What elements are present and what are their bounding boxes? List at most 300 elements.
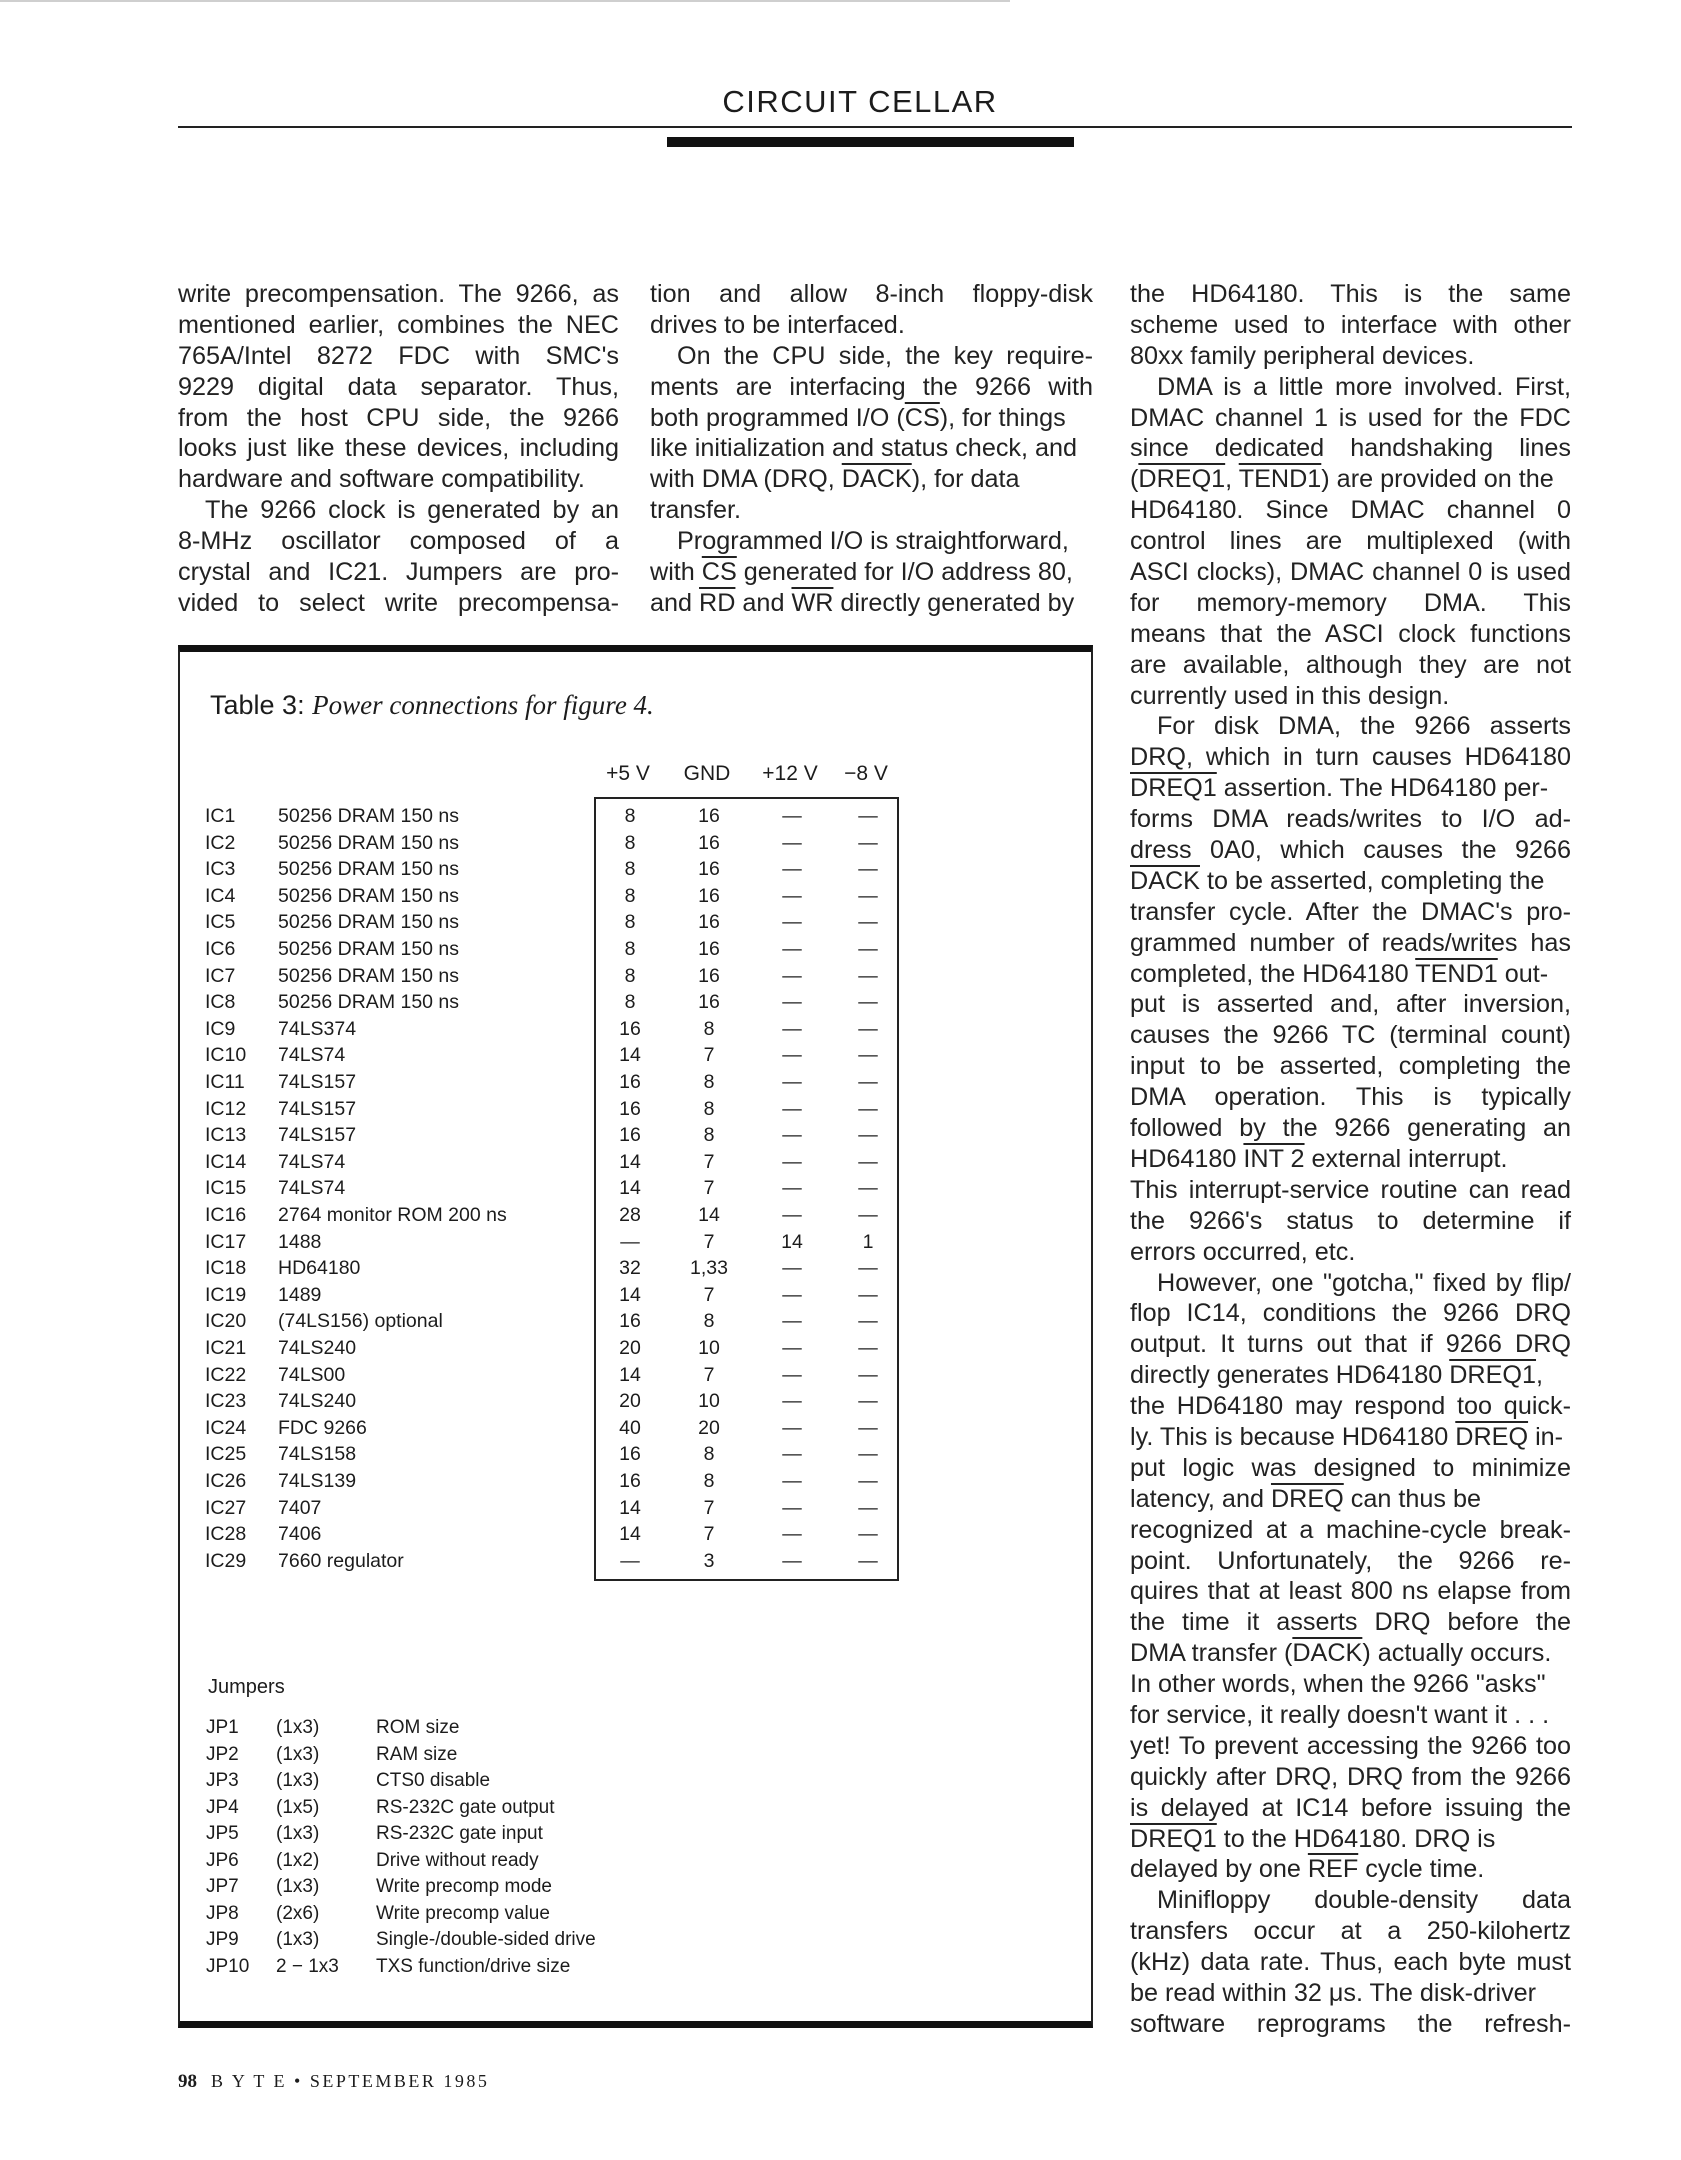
ic-id-cell: IC29: [205, 1549, 247, 1572]
plus5v-cell: —: [620, 1230, 640, 1253]
plus5v-cell: 8: [624, 938, 636, 960]
ic-id-cell: IC18: [205, 1257, 247, 1280]
text-line: transfer cycle. After the DMAC's pro-: [1130, 897, 1571, 926]
jumper-function: RAM size: [376, 1743, 458, 1765]
jumper-id: JP2: [206, 1743, 239, 1765]
text-line: tion and allow 8-inch floppy-disk: [650, 280, 1093, 308]
text-line: HD64180. Since DMAC channel 0: [1130, 496, 1571, 525]
table-caption-label: Table 3:: [210, 690, 305, 720]
plus5v-cell: 16: [619, 1470, 641, 1492]
text-line: grammed number of reads/writes has: [1130, 928, 1571, 957]
plus12v-cell: —: [782, 1390, 802, 1413]
minus8v-cell: —: [858, 884, 878, 907]
part-cell: 50256 DRAM 150 ns: [278, 991, 460, 1014]
text-span: out-: [1504, 959, 1549, 988]
text-line: 80xx family peripheral devices.: [1130, 341, 1475, 370]
minus8v-cell: —: [858, 805, 878, 827]
column-header-5v: +5 V: [606, 762, 650, 785]
plus5v-cell: 14: [619, 1044, 641, 1067]
jumper-id: JP8: [206, 1902, 239, 1924]
text-line: output. It turns out that if 9266 DRQ: [1130, 1330, 1571, 1359]
text-span: HD64180: [1130, 1144, 1237, 1173]
plus5v-cell: 16: [619, 1124, 641, 1147]
text-span: ,: [1225, 465, 1233, 494]
text-span: in-: [1535, 1422, 1564, 1451]
gnd-cell: 3: [703, 1549, 715, 1572]
text-span: be read within 32: [1130, 1978, 1322, 2007]
text-line: currently used in this design.: [1130, 681, 1450, 710]
text-span: to be asserted, completing the: [1206, 866, 1545, 895]
jumper-size: (1x3): [276, 1717, 320, 1738]
text-line: Minifloppy double-density data: [1157, 1886, 1571, 1915]
text-line: [1130, 866, 1571, 897]
plus12v-cell: —: [782, 1071, 802, 1093]
gnd-cell: 8: [703, 1443, 715, 1466]
text-column-1: [178, 279, 619, 619]
part-cell: HD64180: [278, 1257, 361, 1280]
text-span: with: [650, 558, 695, 587]
minus8v-cell: —: [858, 991, 878, 1014]
text-line: [1130, 1484, 1571, 1515]
plus5v-cell: 14: [619, 1496, 641, 1519]
ic-id-cell: IC6: [205, 938, 236, 960]
part-cell: 74LS158: [278, 1443, 357, 1466]
minus8v-cell: —: [858, 1523, 878, 1546]
gnd-cell: 8: [703, 1017, 715, 1040]
text-span: can thus be: [1350, 1484, 1481, 1513]
ic-id-cell: IC17: [205, 1230, 247, 1253]
signal-dreq1: DREQ1: [1449, 1361, 1537, 1390]
jumper-size: (1x3): [276, 1929, 320, 1950]
plus5v-cell: 16: [619, 1017, 641, 1040]
text-line: from the host CPU side, the 9266: [178, 403, 619, 432]
text-line: [650, 588, 1093, 619]
text-line: [650, 403, 1093, 434]
jumper-id: JP1: [206, 1717, 239, 1738]
minus8v-cell: —: [858, 1150, 878, 1173]
signal-dreq: DREQ: [1455, 1422, 1529, 1451]
part-cell: 74LS157: [278, 1071, 357, 1093]
table-caption: [210, 690, 654, 721]
text-line: Programmed I/O is straightforward,: [677, 527, 1069, 556]
part-cell: 50256 DRAM 150 ns: [278, 884, 460, 907]
plus12v-cell: —: [782, 911, 802, 934]
text-line: causes the 9266 TC (terminal count): [1130, 1021, 1571, 1050]
text-line: like initialization and status check, and: [650, 434, 1078, 463]
part-cell: 1489: [278, 1283, 322, 1306]
gnd-cell: 7: [703, 1363, 715, 1386]
text-line: [1130, 959, 1571, 990]
header-rule: [178, 126, 1572, 128]
part-cell: 74LS157: [278, 1097, 357, 1120]
text-line: directly generates HD64180 DREQ1,: [1130, 1361, 1544, 1390]
text-line: transfers occur at a 250-kilohertz: [1130, 1917, 1571, 1946]
text-line: is delayed at IC14 before issuing the: [1130, 1793, 1571, 1822]
minus8v-cell: —: [858, 1337, 878, 1359]
plus5v-cell: 8: [624, 991, 636, 1014]
ic-id-cell: IC19: [205, 1283, 247, 1306]
part-cell: 7660 regulator: [278, 1549, 404, 1572]
gnd-cell: 16: [698, 805, 720, 827]
plus12v-cell: —: [782, 1283, 802, 1306]
part-cell: 74LS374: [278, 1017, 357, 1040]
text-line: write precompensation. The 9266, as: [178, 280, 619, 308]
ic-id-cell: IC10: [205, 1044, 247, 1067]
ic-id-cell: IC5: [205, 911, 236, 934]
gnd-cell: 7: [703, 1496, 715, 1519]
page-footer: [178, 2071, 489, 2093]
part-cell: (74LS156) optional: [278, 1310, 443, 1333]
minus8v-cell: —: [858, 1071, 878, 1093]
text-line: hardware and software compatibility.: [178, 465, 585, 494]
text-line: [1130, 1824, 1571, 1855]
page-header-title: CIRCUIT CELLAR: [722, 84, 998, 119]
minus8v-cell: —: [858, 1017, 878, 1040]
text-line: However, one "gotcha," fixed by flip/: [1157, 1268, 1571, 1297]
minus8v-cell: —: [858, 1124, 878, 1147]
minus8v-cell: —: [858, 1390, 878, 1413]
text-line: are available, although they are not: [1130, 650, 1571, 679]
text-line: DMAC channel 1 is used for the FDC: [1130, 403, 1571, 432]
part-cell: 2764 monitor ROM 200 ns: [278, 1204, 507, 1226]
jumper-id: JP10: [206, 1955, 250, 1977]
gnd-cell: 8: [703, 1071, 715, 1093]
plus12v-cell: —: [782, 938, 802, 960]
part-cell: 74LS240: [278, 1337, 357, 1359]
plus12v-cell: —: [782, 1044, 802, 1067]
text-line: [650, 557, 1093, 588]
plus5v-cell: 20: [619, 1337, 641, 1359]
text-line: software reprograms the refresh-: [1130, 2009, 1571, 2038]
plus12v-cell: —: [782, 1310, 802, 1333]
scan-edge-rule: [0, 0, 1010, 2]
minus8v-cell: —: [858, 1443, 878, 1466]
plus5v-cell: 32: [619, 1257, 641, 1280]
text-span: latency, and: [1130, 1484, 1264, 1513]
text-span: completed, the HD64180: [1130, 959, 1409, 988]
gnd-cell: 16: [698, 938, 720, 960]
text-line: DMA operation. This is typically: [1130, 1083, 1571, 1112]
gnd-cell: 16: [698, 858, 720, 881]
jumper-function: Write precomp mode: [376, 1876, 552, 1897]
plus5v-cell: 16: [619, 1443, 641, 1466]
part-cell: 74LS00: [278, 1363, 346, 1386]
part-cell: 50256 DRAM 150 ns: [278, 831, 460, 854]
signal-dreq1: DREQ1: [1130, 1824, 1217, 1853]
text-line: errors occurred, etc.: [1130, 1237, 1356, 1266]
plus12v-cell: —: [782, 1337, 802, 1359]
text-line: ments are interfacing the 9266 with: [650, 372, 1093, 401]
plus5v-cell: 20: [619, 1390, 641, 1413]
ic-id-cell: IC27: [205, 1496, 247, 1519]
text-line: [1130, 1144, 1571, 1175]
plus5v-cell: 8: [624, 884, 636, 907]
part-cell: 7406: [278, 1523, 322, 1546]
text-line: yet! To prevent accessing the 9266 too: [1130, 1731, 1571, 1760]
magazine-name: B Y T E: [211, 2071, 288, 2091]
text-line: forms DMA reads/writes to I/O ad-: [1130, 805, 1571, 834]
text-line: drives to be interfaced.: [650, 310, 905, 339]
part-cell: 74LS74: [278, 1044, 346, 1067]
text-line: DRQ, which in turn causes HD64180: [1130, 743, 1571, 772]
text-line: 8-MHz oscillator composed of a: [178, 527, 619, 556]
text-span: both programmed I/O (: [650, 403, 905, 432]
plus5v-cell: —: [620, 1549, 640, 1572]
minus8v-cell: —: [858, 938, 878, 960]
text-line: [1130, 773, 1571, 804]
minus8v-cell: —: [858, 1496, 878, 1519]
ic-id-cell: IC20: [205, 1310, 247, 1333]
gnd-cell: 7: [703, 1230, 715, 1253]
gnd-cell: 1,33: [690, 1257, 728, 1280]
text-line: dress 0A0, which causes the 9266: [1130, 836, 1571, 865]
minus8v-cell: —: [858, 911, 878, 934]
issue-date: SEPTEMBER 1985: [309, 2071, 490, 2091]
part-cell: 7407: [278, 1496, 322, 1519]
plus12v-cell: —: [782, 1097, 802, 1120]
gnd-cell: 7: [703, 1283, 715, 1306]
gnd-cell: 14: [698, 1204, 720, 1226]
ic-id-cell: IC14: [205, 1150, 247, 1173]
text-line: since dedicated handshaking lines: [1130, 434, 1571, 463]
signal-rd: $\overline{RD}$: [699, 588, 736, 617]
part-cell: 50256 DRAM 150 ns: [278, 911, 460, 934]
text-line: input to be asserted, completing the: [1130, 1052, 1571, 1081]
text-span: ) are provided on the: [1321, 465, 1554, 494]
plus5v-cell: 16: [619, 1097, 641, 1120]
text-line: followed by the 9266 generating an: [1130, 1114, 1571, 1143]
gnd-cell: 16: [698, 884, 720, 907]
text-span: directly generated by: [840, 588, 1075, 617]
ic-id-cell: IC21: [205, 1337, 247, 1359]
part-cell: 50256 DRAM 150 ns: [278, 964, 460, 987]
gnd-cell: 16: [698, 964, 720, 987]
text-line: The 9266 clock is generated by an: [205, 496, 619, 525]
jumper-size: (2x6): [276, 1902, 320, 1924]
text-line: [1130, 1422, 1571, 1453]
signal-cs: $\overline{CS}$: [701, 558, 737, 587]
text-column-3: [1130, 279, 1571, 2040]
minus8v-cell: —: [858, 1310, 878, 1333]
ic-id-cell: IC11: [205, 1071, 245, 1093]
ic-id-cell: IC13: [205, 1124, 247, 1147]
jumpers-heading: Jumpers: [208, 1676, 285, 1698]
ic-id-cell: IC4: [205, 884, 236, 907]
minus8v-cell: —: [858, 858, 878, 881]
signal-dack: DACK: [841, 465, 912, 494]
plus5v-cell: 8: [624, 805, 636, 827]
text-line: put logic was designed to minimize: [1130, 1453, 1571, 1482]
gnd-cell: 8: [703, 1310, 715, 1333]
minus8v-cell: —: [858, 1416, 878, 1439]
text-line: quickly after DRQ, DRQ from the 9266: [1130, 1762, 1571, 1791]
minus8v-cell: —: [858, 1257, 878, 1280]
minus8v-cell: —: [858, 831, 878, 854]
text-span: generated for I/O address 80,: [743, 558, 1073, 587]
jumper-function: Drive without ready: [376, 1849, 539, 1871]
plus12v-cell: —: [782, 1470, 802, 1492]
minus8v-cell: —: [858, 1204, 878, 1226]
signal-dack: DACK: [1130, 866, 1200, 895]
gnd-cell: 7: [703, 1150, 715, 1173]
text-line: On the CPU side, the key require-: [677, 341, 1093, 370]
text-line: ASCI clocks), DMAC channel 0 is used: [1130, 558, 1571, 587]
minus8v-cell: —: [858, 1549, 878, 1572]
ic-id-cell: IC24: [205, 1416, 247, 1439]
minus8v-cell: —: [858, 1097, 878, 1120]
plus5v-cell: 14: [619, 1363, 641, 1386]
ic-id-cell: IC23: [205, 1390, 247, 1413]
jumper-id: JP6: [206, 1849, 239, 1871]
text-span: ), for things: [939, 403, 1066, 432]
minus8v-cell: —: [858, 1044, 878, 1067]
plus12v-cell: —: [782, 884, 802, 907]
text-span: delayed by one: [1130, 1855, 1301, 1884]
gnd-cell: 7: [703, 1177, 715, 1200]
part-cell: 1488: [278, 1230, 322, 1253]
plus12v-cell: —: [782, 1549, 802, 1572]
ic-id-cell: IC7: [205, 964, 236, 987]
text-line: looks just like these devices, including: [178, 434, 619, 463]
signal-tend1: TEND1: [1415, 959, 1498, 988]
text-span: cycle time.: [1365, 1855, 1485, 1884]
plus12v-cell: —: [782, 964, 802, 987]
ic-id-cell: IC26: [205, 1470, 247, 1492]
plus12v-cell: —: [782, 1150, 802, 1173]
plus12v-cell: —: [782, 1443, 802, 1466]
minus8v-cell: —: [858, 1177, 878, 1200]
gnd-cell: 10: [698, 1390, 720, 1413]
part-cell: 74LS74: [278, 1150, 346, 1173]
ic-id-cell: IC1: [205, 805, 236, 827]
jumper-id: JP7: [206, 1876, 239, 1897]
text-span: directly generates HD64180: [1130, 1361, 1443, 1390]
jumper-id: JP5: [206, 1823, 239, 1844]
jumper-size: (1x3): [276, 1876, 320, 1897]
jumper-size: (1x2): [276, 1849, 320, 1871]
text-span: assertion. The HD64180 per-: [1223, 774, 1549, 803]
jumper-function: ROM size: [376, 1717, 460, 1738]
page-number: 98: [178, 2071, 197, 2092]
gnd-cell: 7: [703, 1044, 715, 1067]
text-line: In other words, when the 9266 "asks": [1130, 1670, 1546, 1699]
signal-dreq: DREQ: [1270, 1484, 1344, 1513]
part-cell: 74LS157: [278, 1124, 357, 1147]
text-span: (: [1130, 465, 1139, 494]
signal-ref: $\overline{REF}$: [1307, 1855, 1359, 1884]
plus12v-cell: —: [782, 1177, 802, 1200]
minus8v-cell: —: [858, 964, 878, 987]
signal-tend1: TEND1: [1238, 465, 1322, 494]
plus12v-cell: —: [782, 1363, 802, 1386]
gnd-cell: 10: [698, 1337, 720, 1359]
part-cell: 50256 DRAM 150 ns: [278, 938, 460, 960]
text-line: mentioned earlier, combines the NEC: [178, 310, 619, 339]
plus5v-cell: 14: [619, 1283, 641, 1306]
column-header-8v: −8 V: [844, 762, 888, 785]
gnd-cell: 8: [703, 1470, 715, 1492]
text-line: 9229 digital data separator. Thus,: [178, 372, 619, 401]
ic-id-cell: IC15: [205, 1177, 247, 1200]
text-line: put is asserted and, after inversion,: [1130, 990, 1571, 1019]
column-header-gnd: GND: [683, 762, 731, 785]
gnd-cell: 20: [698, 1416, 720, 1439]
text-span: with DMA (DRQ,: [650, 465, 835, 494]
header-accent-bar: [667, 137, 1074, 147]
text-column-2: [650, 279, 1093, 619]
ic-id-cell: IC8: [205, 991, 236, 1014]
text-line: 765A/Intel 8272 FDC with SMC's: [178, 341, 619, 370]
plus12v-cell: —: [782, 1017, 802, 1040]
ic-id-cell: IC22: [205, 1363, 247, 1386]
signal-int2: INT 2: [1243, 1144, 1305, 1173]
text-line: the 9266's status to determine if: [1130, 1206, 1571, 1235]
text-line: This interrupt-service routine can read: [1130, 1175, 1571, 1204]
plus5v-cell: 14: [619, 1177, 641, 1200]
text-line: means that the ASCI clock functions: [1130, 619, 1571, 648]
plus5v-cell: 16: [619, 1071, 641, 1093]
plus5v-cell: 40: [619, 1416, 641, 1439]
unit-microseconds: μs: [1328, 1978, 1356, 2007]
text-line: [650, 464, 1093, 495]
jumper-size: 2 − 1x3: [276, 1955, 339, 1977]
jumper-function: Write precomp value: [376, 1902, 550, 1924]
plus12v-cell: —: [782, 1124, 802, 1147]
plus12v-cell: —: [782, 991, 802, 1014]
gnd-cell: 16: [698, 991, 720, 1014]
plus12v-cell: —: [782, 858, 802, 881]
part-cell: FDC 9266: [278, 1416, 367, 1439]
plus5v-cell: 8: [624, 964, 636, 987]
plus12v-cell: —: [782, 1523, 802, 1546]
plus5v-cell: 16: [619, 1310, 641, 1333]
text-line: scheme used to interface with other: [1130, 310, 1571, 339]
text-span: to the HD64180. DRQ is: [1223, 1824, 1496, 1853]
text-line: control lines are multiplexed (with: [1130, 527, 1571, 556]
text-line: the time it asserts DRQ before the: [1130, 1608, 1571, 1637]
ic-id-cell: IC2: [205, 831, 236, 854]
minus8v-cell: —: [858, 1363, 878, 1386]
text-line: [1130, 464, 1571, 495]
ic-id-cell: IC9: [205, 1017, 236, 1040]
plus12v-cell: —: [782, 1257, 802, 1280]
jumper-size: (1x3): [276, 1743, 320, 1765]
text-span: external interrupt.: [1311, 1144, 1508, 1173]
plus12v-cell: —: [782, 1416, 802, 1439]
jumper-size: (1x3): [276, 1823, 320, 1844]
plus12v-cell: 14: [781, 1230, 803, 1253]
text-span: DMA transfer (: [1130, 1639, 1293, 1668]
footer-separator: •: [294, 2071, 303, 2091]
signal-dreq1: DREQ1: [1138, 465, 1226, 494]
text-line: (kHz) data rate. Thus, each byte must: [1130, 1948, 1571, 1977]
text-span: and: [742, 588, 785, 617]
minus8v-cell: —: [858, 1470, 878, 1492]
text-line: flop IC14, conditions the 9266 DRQ: [1130, 1299, 1571, 1328]
text-line: the HD64180 may respond too quick-: [1130, 1392, 1571, 1421]
plus5v-cell: 14: [619, 1523, 641, 1546]
text-line: [1130, 1854, 1571, 1885]
signal-dreq1: DREQ1: [1130, 774, 1217, 803]
text-line: point. Unfortunately, the 9266 re-: [1130, 1546, 1571, 1575]
text-line: for memory-memory DMA. This: [1130, 588, 1571, 617]
jumper-function: RS-232C gate input: [376, 1823, 543, 1844]
part-cell: 74LS74: [278, 1177, 346, 1200]
text-line: for service, it really doesn't want it . . .: [1130, 1700, 1550, 1729]
text-line: vided to select write precompensa-: [178, 588, 619, 617]
text-line: [1130, 1638, 1571, 1669]
text-span: ly. This is because HD64180: [1130, 1422, 1449, 1451]
